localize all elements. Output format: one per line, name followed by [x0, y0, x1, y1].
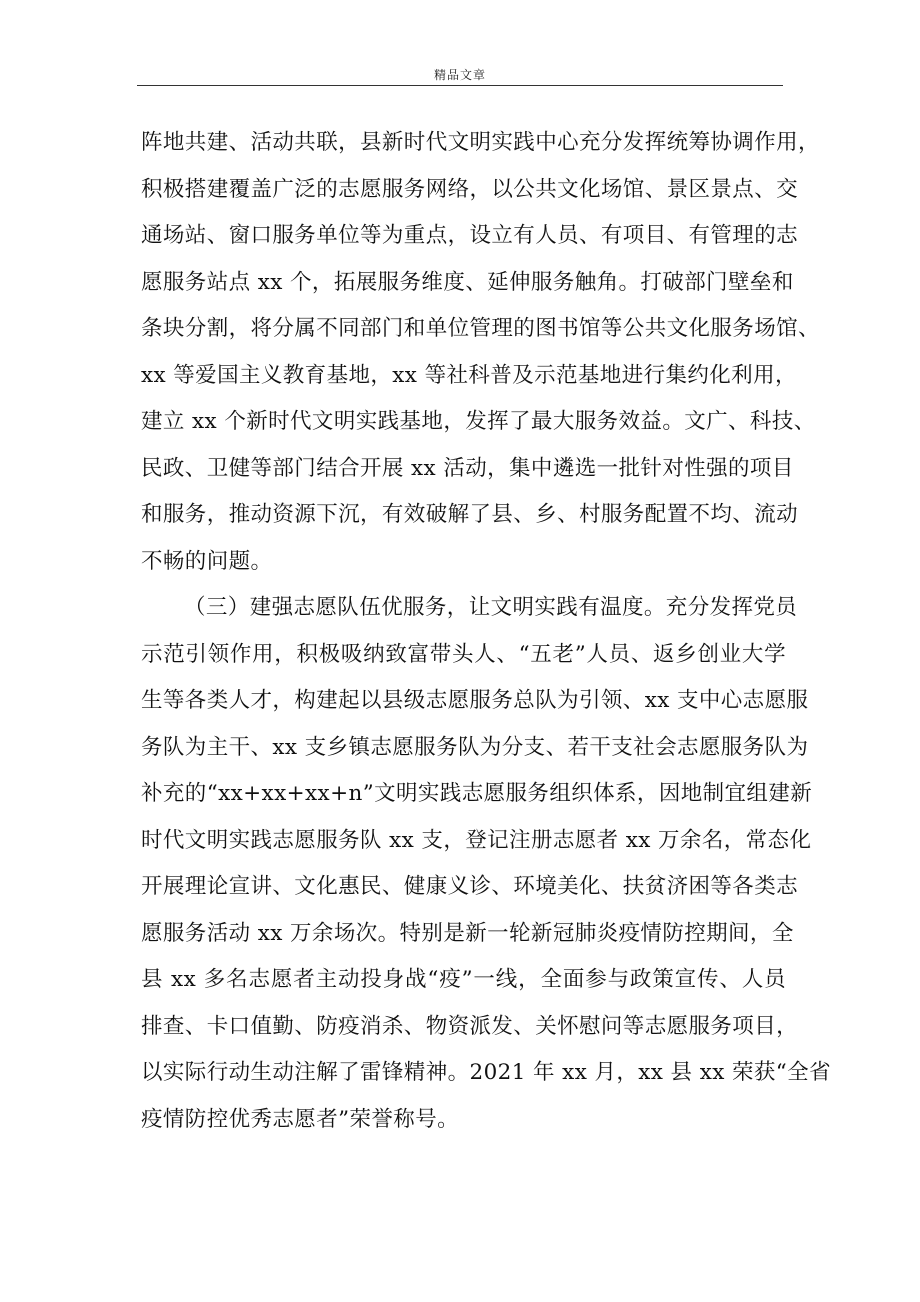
section-heading-line: （三）建强志愿队伍优服务，让文明实践有温度。充分发挥党员: [184, 595, 798, 620]
text-line: 民政、卫健等部门结合开展 xx 活动，集中遴选一批针对性强的项目: [141, 455, 794, 481]
text-line: 生等各类人才，构建起以县级志愿服务总队为引领、xx 支中心志愿服: [141, 688, 809, 713]
text-line: 以实际行动生动注解了雷锋精神。2021 年 xx 月，xx 县 xx 荣获“全省: [141, 1060, 831, 1085]
text-line: 条块分割，将分属不同部门和单位管理的图书馆等公共文化服务场馆、: [141, 316, 820, 341]
text-line: 和服务，推动资源下沉，有效破解了县、乡、村服务配置不均、流动: [141, 502, 799, 527]
header-divider: [137, 85, 783, 86]
text-line: 县 xx 多名志愿者主动投身战“疫”一线，全面参与政策宣传、人员: [141, 967, 786, 992]
article-body: [141, 120, 831, 1143]
text-line: xx 等爱国主义教育基地，xx 等社科普及示范基地进行集约化利用，: [141, 362, 797, 388]
page-header: [137, 62, 783, 86]
text-line: 通场站、窗口服务单位等为重点，设立有人员、有项目、有管理的志: [141, 223, 799, 248]
text-line: 阵地共建、活动共联，县新时代文明实践中心充分发挥统筹协调作用，: [141, 130, 820, 155]
text-line: 开展理论宣讲、文化惠民、健康义诊、环境美化、扶贫济困等各类志: [141, 874, 799, 899]
text-line: 愿服务活动 xx 万余场次。特别是新一轮新冠肺炎疫情防控期间，全: [141, 920, 794, 946]
text-line: 排查、卡口值勤、防疫消杀、物资派发、关怀慰问等志愿服务项目，: [141, 1013, 799, 1039]
text-line: 时代文明实践志愿服务队 xx 支，登记注册志愿者 xx 万余名，常态化: [141, 827, 812, 853]
text-line: 积极搭建覆盖广泛的志愿服务网络，以公共文化场馆、景区景点、交: [141, 176, 799, 202]
text-line: 务队为主干、xx 支乡镇志愿服务队为分支、若干支社会志愿服务队为: [141, 734, 809, 760]
text-line: 愿服务站点 xx 个，拓展服务维度、延伸服务触角。打破部门壁垒和: [141, 269, 794, 295]
paragraph-1: [141, 120, 820, 585]
text-line: 示范引领作用，积极吸纳致富带头人、“五老”人员、返乡创业大学: [141, 641, 786, 667]
text-line: 疫情防控优秀志愿者”荣誉称号。: [141, 1106, 459, 1132]
header-title: 精品文章: [433, 68, 486, 82]
text-line: 补充的“xx+xx+xx+n”文明实践志愿服务组织体系，因地制宜组建新: [141, 781, 813, 806]
text-line: 不畅的问题。: [141, 548, 273, 574]
text-line: 建立 xx 个新时代文明实践基地，发挥了最大服务效益。文广、科技、: [141, 409, 816, 434]
paragraph-2: [141, 585, 831, 1143]
